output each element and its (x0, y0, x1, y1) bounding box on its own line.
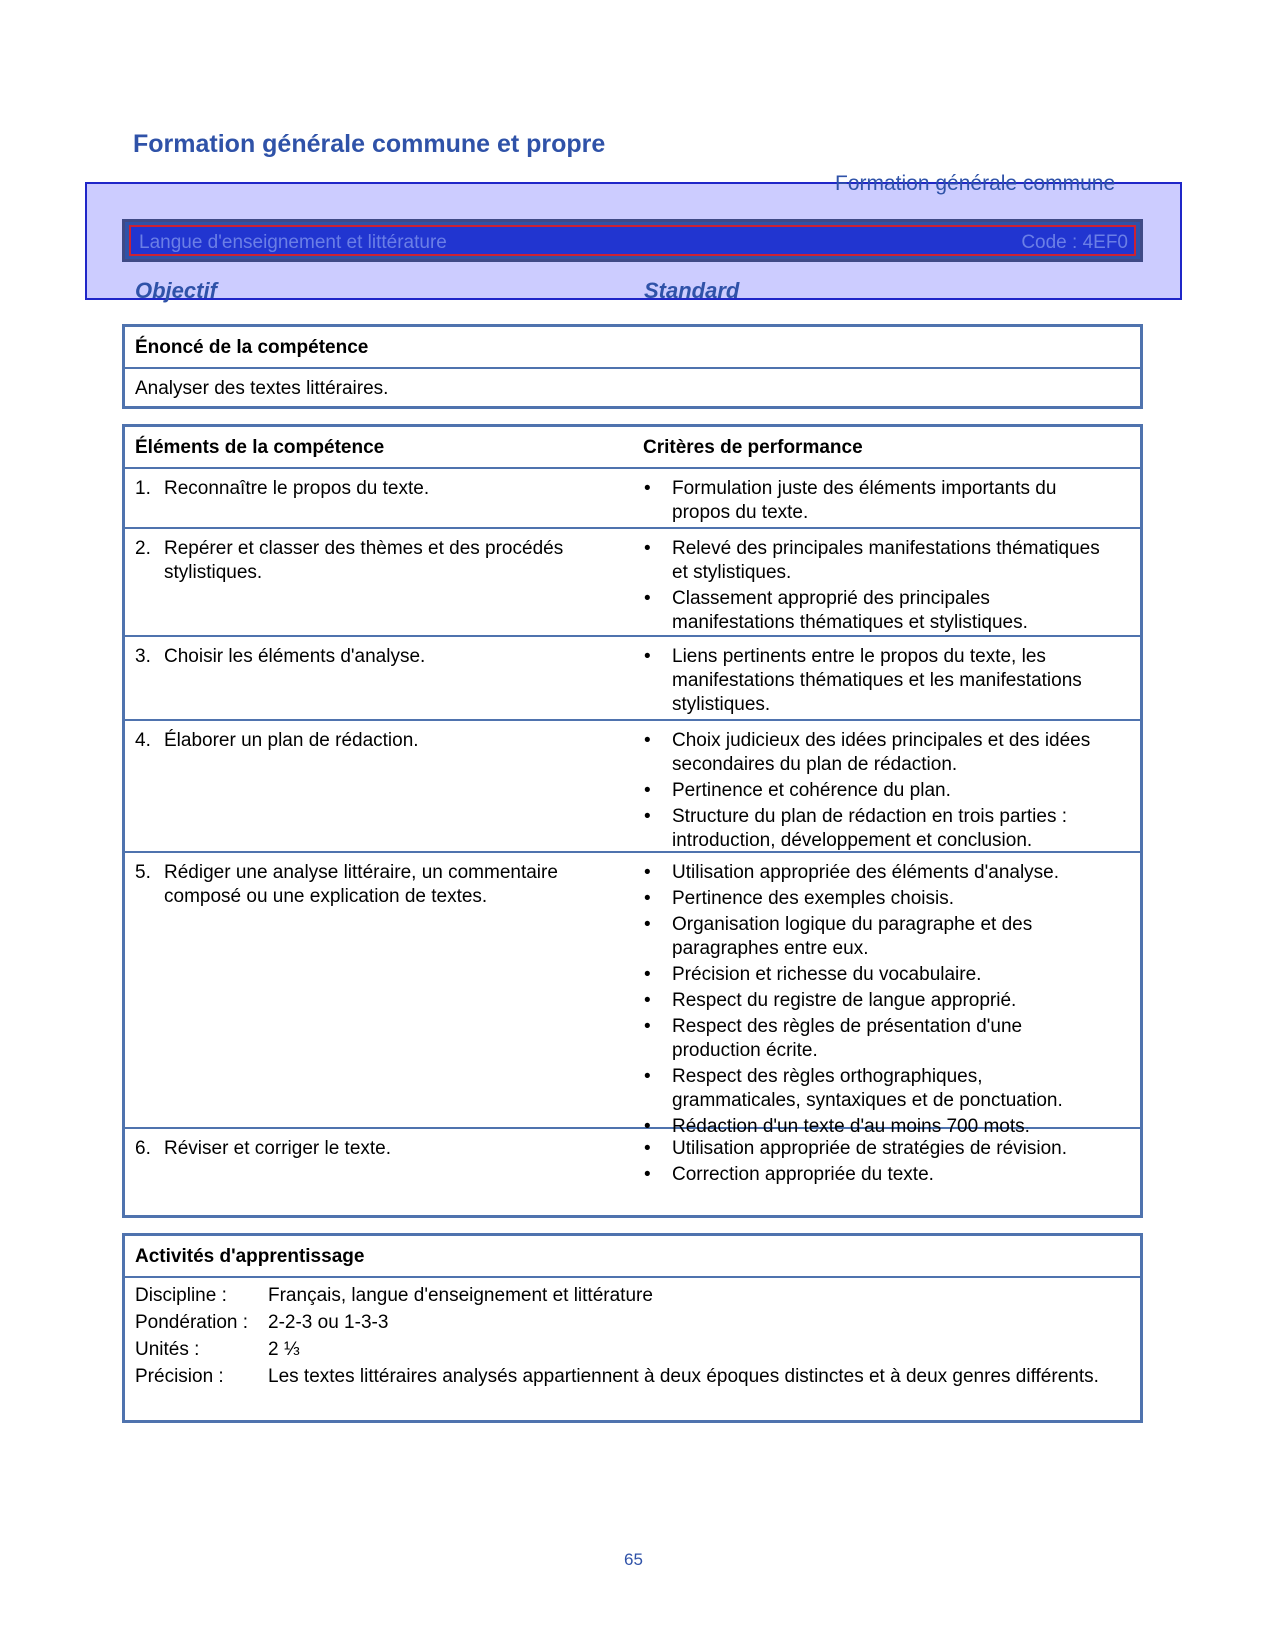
criterion-item: • Formulation juste des éléments importants du propos du texte. (643, 477, 1103, 525)
criterion-item: • Rédaction d'un texte d'au moins 700 mots. (643, 1115, 1103, 1139)
activite-value: Les textes littéraires analysés appartiennent à deux époques distinctes et à deux genres différents. (268, 1366, 1099, 1387)
enonce-heading (125, 327, 1140, 369)
course-bar (122, 219, 1143, 262)
criterion-item: • Structure du plan de rédaction en trois parties : introduction, développement et conclusion. (643, 805, 1103, 853)
criterion-item: • Pertinence et cohérence du plan. (643, 779, 1103, 803)
activites-section (122, 1233, 1143, 1423)
activite-line (135, 1338, 1130, 1362)
element-item (135, 861, 615, 909)
activite-line (135, 1365, 1130, 1389)
criteria-list (643, 537, 1103, 637)
criterion-item: • Correction appropriée du texte. (643, 1163, 1103, 1187)
element-row (125, 637, 1140, 721)
element-row (125, 529, 1140, 637)
criterion-item: • Précision et richesse du vocabulaire. (643, 963, 1103, 987)
element-item (135, 477, 615, 501)
course-bar-inner (129, 225, 1136, 256)
criterion-item: • Respect du registre de langue approprié. (643, 989, 1103, 1013)
element-label: Reconnaître le propos du texte. (164, 478, 430, 499)
activites-body (125, 1278, 1140, 1398)
activite-key: Pondération : (135, 1312, 249, 1333)
element-label: Rédiger une analyse littéraire, un commentaire composé ou une explication de textes. (164, 862, 558, 907)
page-subtitle: Formation générale commune (835, 172, 1116, 195)
element-item (135, 1137, 615, 1161)
standard-label: Standard (644, 278, 740, 303)
activite-key: Unités : (135, 1339, 200, 1360)
activite-line (135, 1311, 1130, 1335)
activite-value: Français, langue d'enseignement et littérature (268, 1285, 653, 1306)
page-title: Formation générale commune et propre (133, 130, 606, 158)
activite-value: 2 ⅓ (268, 1339, 300, 1360)
enonce-section (122, 324, 1143, 409)
criterion-item: • Choix judicieux des idées principales et des idées secondaires du plan de rédaction. (643, 729, 1103, 777)
element-number: 4. (135, 730, 151, 751)
criterion-item: • Relevé des principales manifestations thématiques et stylistiques. (643, 537, 1103, 585)
criteria-list (643, 861, 1103, 1141)
element-number: 3. (135, 646, 151, 667)
criterion-item: • Liens pertinents entre le propos du texte, les manifestations thématiques et les manifestations stylistiques. (643, 645, 1103, 717)
activites-heading-text: Activités d'apprentissage (135, 1246, 365, 1267)
activite-key: Discipline : (135, 1285, 227, 1306)
criterion-item: • Respect des règles orthographiques, grammaticales, syntaxiques et de ponctuation. (643, 1065, 1103, 1113)
elements-heading (125, 427, 1140, 469)
criterion-item: • Organisation logique du paragraphe et des paragraphes entre eux. (643, 913, 1103, 961)
page-number: 65 (624, 1550, 643, 1569)
objective-label: Objectif (135, 278, 217, 303)
elements-rows (125, 469, 1140, 1191)
element-number: 2. (135, 538, 151, 559)
enonce-heading-text: Énoncé de la compétence (135, 337, 369, 358)
activite-key: Précision : (135, 1366, 224, 1387)
element-item (135, 729, 615, 753)
element-label: Choisir les éléments d'analyse. (164, 646, 426, 667)
criterion-item: • Utilisation appropriée des éléments d'analyse. (643, 861, 1103, 885)
activites-heading (125, 1236, 1140, 1278)
element-label: Repérer et classer des thèmes et des procédés stylistiques. (164, 538, 564, 583)
element-number: 6. (135, 1138, 151, 1159)
criterion-item: • Pertinence des exemples choisis. (643, 887, 1103, 911)
activite-value: 2-2-3 ou 1-3-3 (268, 1312, 389, 1333)
course-code: Code : 4EF0 (1021, 232, 1128, 253)
element-row (125, 1129, 1140, 1191)
criterion-item: • Respect des règles de présentation d'une production écrite. (643, 1015, 1103, 1063)
element-label: Réviser et corriger le texte. (164, 1138, 392, 1159)
course-name: Langue d'enseignement et littérature (139, 232, 447, 253)
element-row (125, 469, 1140, 529)
criteria-list (643, 729, 1103, 855)
element-label: Élaborer un plan de rédaction. (164, 730, 419, 751)
criterion-item: • Classement approprié des principales manifestations thématiques et stylistiques. (643, 587, 1103, 635)
criteria-list (643, 645, 1103, 719)
element-number: 5. (135, 862, 151, 883)
element-item (135, 537, 615, 585)
criteria-list (643, 1137, 1103, 1189)
activite-line (135, 1284, 1130, 1308)
element-item (135, 645, 615, 669)
elements-heading-right: Critères de performance (643, 437, 863, 458)
element-number: 1. (135, 478, 151, 499)
element-row (125, 853, 1140, 1137)
elements-heading-left: Éléments de la compétence (135, 437, 385, 458)
elements-section (122, 424, 1143, 1218)
criterion-item: • Utilisation appropriée de stratégies de révision. (643, 1137, 1103, 1161)
element-row (125, 721, 1140, 853)
enonce-text: Analyser des textes littéraires. (135, 378, 389, 399)
criteria-list (643, 477, 1103, 527)
